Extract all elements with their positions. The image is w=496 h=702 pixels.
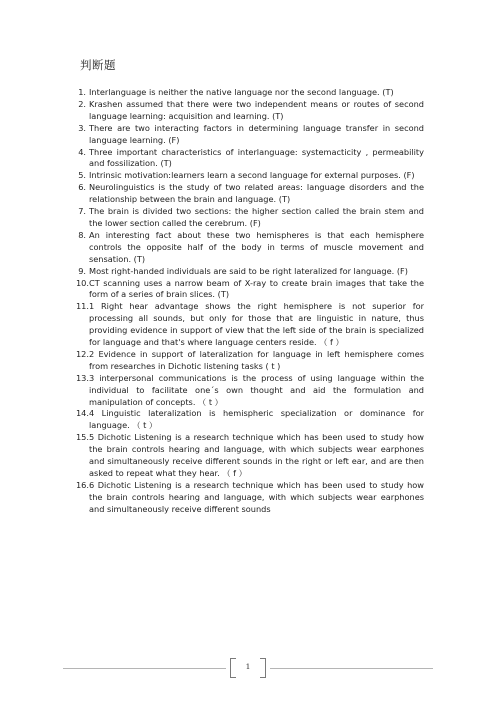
question-text: 5 Dichotic Listening is a research technique which has been used to study how the brain controls hearing and language, with which subjects wear earphones and simultaneously receive different sounds in the right or left ear, and are then asked to repeat what they hear. （ f ） <box>89 432 424 478</box>
question-number: 1. <box>78 87 86 97</box>
question-number: 13. <box>75 372 89 383</box>
footer-right-bracket <box>260 658 266 678</box>
question-text: Interlanguage is neither the native language nor the second language. (T) <box>89 87 394 97</box>
question-text: An interesting fact about these two hemispheres is that each hemisphere controls the opposite half of the body in terms of muscle movement and sensation. (T) <box>89 229 424 264</box>
question-text: 3 interpersonal communications is the process of using language within the individual to facilitate one´s own thought and aid the formulation and manipulation of concepts. （ t ） <box>89 372 424 407</box>
question-item <box>62 123 424 147</box>
question-item <box>62 147 424 171</box>
question-item <box>62 373 424 409</box>
question-text: CT scanning uses a narrow beam of X-ray to create brain images that take the form of a series of brain slices. (T) <box>89 277 424 300</box>
question-number: 7. <box>78 206 86 217</box>
question-item <box>62 278 424 302</box>
question-item <box>62 87 424 99</box>
question-text: The brain is divided two sections: the higher section called the brain stem and the lower section called the cerebrum. (F) <box>89 206 424 228</box>
question-number: 8. <box>78 229 86 240</box>
question-number: 5. <box>78 170 86 181</box>
question-item <box>62 408 424 432</box>
question-text: Neurolinguistics is the study of two related areas: language disorders and the relationship between the brain and language. (T) <box>89 182 424 205</box>
question-text: 4 Linguistic lateralization is hemispheric specialization or dominance for language. （ t ） <box>89 408 424 431</box>
question-number: 11. <box>75 301 89 312</box>
question-text: 6 Dichotic Listening is a research technique which has been used to study how the brain controls hearing and language, with which subjects wear earphones and simultaneously receive different sounds <box>89 479 424 514</box>
question-number: 10. <box>75 277 89 288</box>
question-number: 9. <box>78 265 86 276</box>
question-item <box>62 182 424 206</box>
question-text: Krashen assumed that there were two independent means or routes of second language learning: acquisition and learning. (T) <box>89 98 424 121</box>
question-item <box>62 349 424 373</box>
question-text: 1 Right hear advantage shows the right hemisphere is not superior for processing all sounds, but only for those that are linguistic in nature, thus providing evidence in support of view that the left side of the brain is specialized for language and that's where language centers reside. （ f ） <box>89 301 424 348</box>
question-number: 16. <box>75 479 89 490</box>
question-item <box>62 206 424 230</box>
question-number: 6. <box>78 182 86 193</box>
question-item <box>62 266 424 278</box>
question-text: Intrinsic motivation:learners learn a second language for external purposes. (F) <box>89 170 415 181</box>
question-number: 15. <box>75 432 89 443</box>
question-item <box>62 99 424 123</box>
question-item <box>62 480 424 516</box>
question-list <box>62 87 424 516</box>
question-number: 4. <box>78 146 86 157</box>
question-number: 2. <box>78 98 86 109</box>
question-item <box>62 301 424 349</box>
question-item <box>62 432 424 480</box>
page-number: 1 <box>245 662 251 671</box>
question-number: 3. <box>78 122 86 133</box>
question-text: 2 Evidence in support of lateralization for language in left hemisphere comes from researches in Dichotic listening tasks ( t ) <box>89 348 424 371</box>
question-text: Most right-handed individuals are said to be right lateralized for language. (F) <box>89 265 408 276</box>
section-heading: 判断题 <box>80 58 116 72</box>
page-footer <box>226 658 270 680</box>
question-item <box>62 170 424 182</box>
question-item <box>62 230 424 266</box>
question-text: Three important characteristics of interlanguage: systemacticity , permeability and fossilization. (T) <box>89 146 424 169</box>
question-text: There are two interacting factors in determining language transfer in second language learning. (F) <box>89 122 424 145</box>
question-number: 14. <box>75 408 89 419</box>
question-number: 12. <box>75 348 89 359</box>
